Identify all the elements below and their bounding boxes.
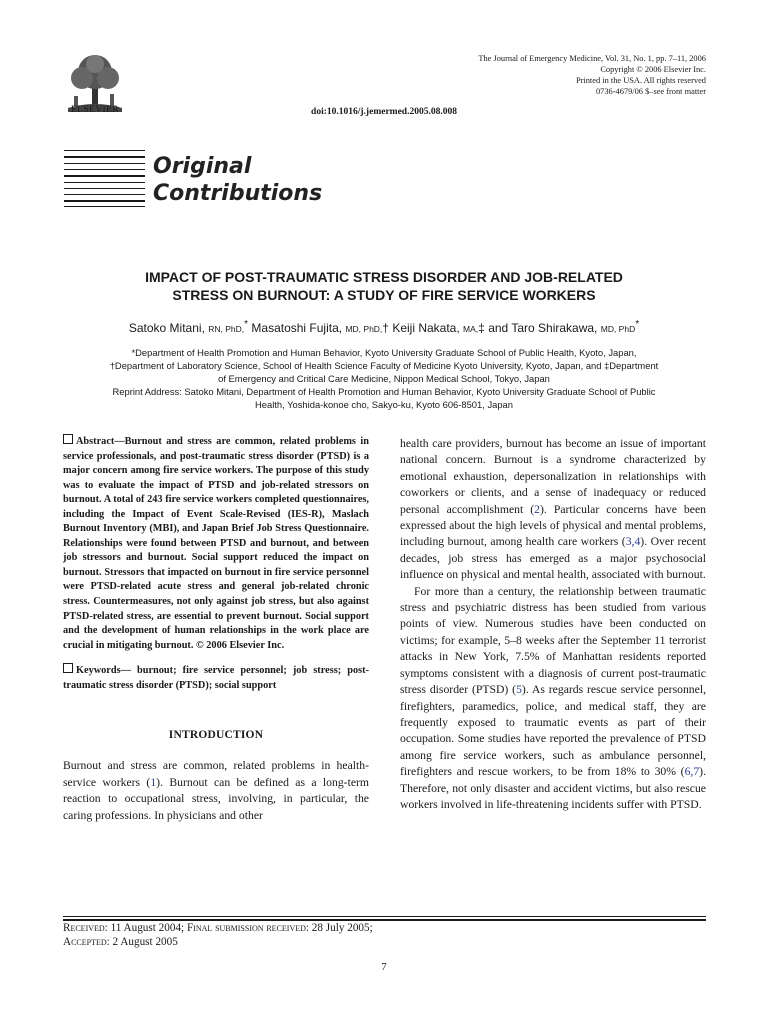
received-date: 11 August 2004;	[110, 922, 185, 934]
intro-paragraph-1-cont	[400, 436, 706, 584]
footer-rule	[63, 916, 706, 917]
title-line1: IMPACT OF POST-TRAUMATIC STRESS DISORDER AND JOB-RELATED	[145, 269, 623, 285]
accepted-date: 2 August 2005	[112, 936, 178, 949]
accepted-label: Accepted:	[63, 936, 110, 949]
issn-line: 0736-4679/06 $–see front matter	[595, 87, 706, 96]
author-name: Satoko Mitani,	[128, 321, 205, 335]
checkbox-square-icon	[63, 663, 73, 673]
reference-link[interactable]: 3,4	[625, 535, 641, 549]
text-run: Burnout and stress are common, related problems in health-service workers (	[63, 759, 369, 789]
section-heading-line1: Original	[153, 154, 252, 179]
reference-link[interactable]: 5	[516, 683, 522, 697]
author-mark: *	[635, 319, 640, 330]
section-heading	[153, 153, 322, 207]
author-mark: †	[382, 321, 389, 335]
accepted-line	[63, 935, 373, 949]
text-run: health care providers, burnout has become an issue of important national concern. Burnout is a syndrome characterized by emotional exhaustion, depersonalization in relationships with coworkers or clients, and a sense of inadequacy or reduced personal accomplishment (	[400, 437, 706, 516]
received-line	[63, 921, 373, 935]
author-name: Keiji Nakata,	[392, 321, 460, 335]
reference-link[interactable]: 2	[534, 502, 540, 516]
keywords-text: Keywords— burnout; fire service personnel; job stress; post-traumatic stress disorder (PTSD); social support	[63, 665, 369, 691]
final-label: Final submission received:	[186, 922, 309, 934]
page-number: 7	[381, 961, 387, 973]
introduction-heading: INTRODUCTION	[168, 729, 264, 742]
printed-line: Printed in the USA. All rights reserved	[575, 76, 706, 85]
intro-paragraph-2	[400, 584, 706, 814]
author-degrees: RN, PhD,	[208, 324, 245, 334]
author-name: and Taro Shirakawa,	[488, 321, 598, 335]
received-label: Received:	[63, 922, 108, 934]
affiliations	[60, 346, 708, 411]
journal-citation	[386, 53, 706, 97]
text-run: For more than a century, the relationship between traumatic stress and psychiatric distress has been studied from various points of view. Numerous studies have been conducted on victims; for example, 5–8 weeks after the September 11 terrorist attacks in New York, 7.5% of Manhattan residents reported symptoms consistent with a diagnosis of current post-traumatic stress disorder (PTSD) (	[400, 584, 706, 697]
checkbox-square-icon	[63, 434, 73, 444]
journal-reference: The Journal of Emergency Medicine, Vol. 31, No. 1, pp. 7–11, 2006	[478, 54, 706, 63]
submission-dates	[63, 921, 373, 950]
author-mark: ‡	[478, 321, 485, 335]
reference-link[interactable]: 1	[150, 775, 157, 789]
author-degrees: MD, PhD,	[345, 324, 383, 334]
text-run: ). As regards rescue service personnel, firefighters, paramedics, police, and medical staff, they are frequently exposed to traumatic events as part of their occupation. Some studies have reported the prevalence of PTSD among fire service workers, such as ambulance personnel, firefighters and rescue workers, to be from 18% to 30% (	[400, 683, 707, 779]
publisher-name: ELSEVIER	[70, 105, 120, 115]
left-column	[63, 434, 369, 824]
right-column	[400, 436, 706, 813]
text-run: ). Burnout can be defined as a long-term reaction to occupational stress, involving, in particular, the caring professions. In physicians and other	[63, 775, 369, 822]
author-degrees: MA,	[463, 324, 479, 334]
section-stripes-decoration	[64, 150, 145, 207]
copyright-line: Copyright © 2006 Elsevier Inc.	[600, 65, 706, 74]
abstract	[63, 434, 369, 653]
reprint-address-line: Reprint Address: Satoko Mitani, Department of Health Promotion and Human Behavior, Kyoto University Graduate School of Public	[112, 386, 656, 398]
section-heading-line2: Contributions	[153, 181, 323, 206]
article-title	[80, 268, 688, 304]
author-list	[60, 319, 708, 335]
text-run: ). Particular concerns have been expressed about the high levels of physical and mental problems, including burnout, among health care workers (	[400, 502, 706, 549]
doi: doi:10.1016/j.jemermed.2005.08.008	[311, 107, 457, 117]
text-run: ). Therefore, not only disaster and accident victims, but also rescue workers involved in life-threatening incidents suffer with PTSD.	[400, 765, 706, 811]
affiliation-line: of Emergency and Critical Care Medicine, Nippon Medical School, Tokyo, Japan	[218, 373, 550, 385]
reprint-address-line: Health, Yoshida-konoe cho, Sakyo-ku, Kyoto 606-8501, Japan	[255, 399, 513, 411]
author-mark: *	[244, 319, 249, 330]
reference-link[interactable]: 6,7	[684, 765, 700, 779]
final-date: 28 July 2005;	[311, 922, 373, 934]
affiliation-line: *Department of Health Promotion and Human Behavior, Kyoto University Graduate School of Public Health, Kyoto, Japan,	[131, 347, 637, 358]
title-line2: STRESS ON BURNOUT: A STUDY OF FIRE SERVICE WORKERS	[172, 287, 596, 303]
author-name: Masatoshi Fujita,	[251, 321, 343, 335]
affiliation-line: †Department of Laboratory Science, School of Health Science Faculty of Medicine Kyoto University, Kyoto, Japan, and ‡Department	[109, 360, 659, 372]
author-degrees: MD, PhD	[600, 324, 636, 334]
abstract-text: Abstract—Burnout and stress are common, related problems in service professionals, and post-traumatic stress disorder (PTSD) is a major concern among fire service workers. The purpose of this study was to evaluate the impact of PTSD and job-related stressors on burnout. A total of 243 fire service workers completed questionnaires, including the Impact of Event Scale-Revised (IES-R), Maslach Burnout Inventory (MBI), and Japan Brief Job Stress Questionnaire. Relationships were found between PTSD and burnout, and between job stressors and burnout. Social support reduced the impact on burnout. Stressors that impacted on burnout in fire service personnel were PTSD-related acute stress and general job-related chronic stress. Countermeasures, not only against job stress, but also against PTSD-related stress, are essential to prevent burnout. Social support and the development of human relationships in the work place are crucial in mitigating burnout. © 2006 Elsevier Inc.	[63, 436, 369, 651]
text-run: ). Over recent decades, job stress has emerged as a major psychosocial influence on physical and mental health, associated with burnout.	[400, 535, 706, 582]
intro-paragraph-1	[63, 758, 369, 824]
keywords	[63, 663, 369, 693]
